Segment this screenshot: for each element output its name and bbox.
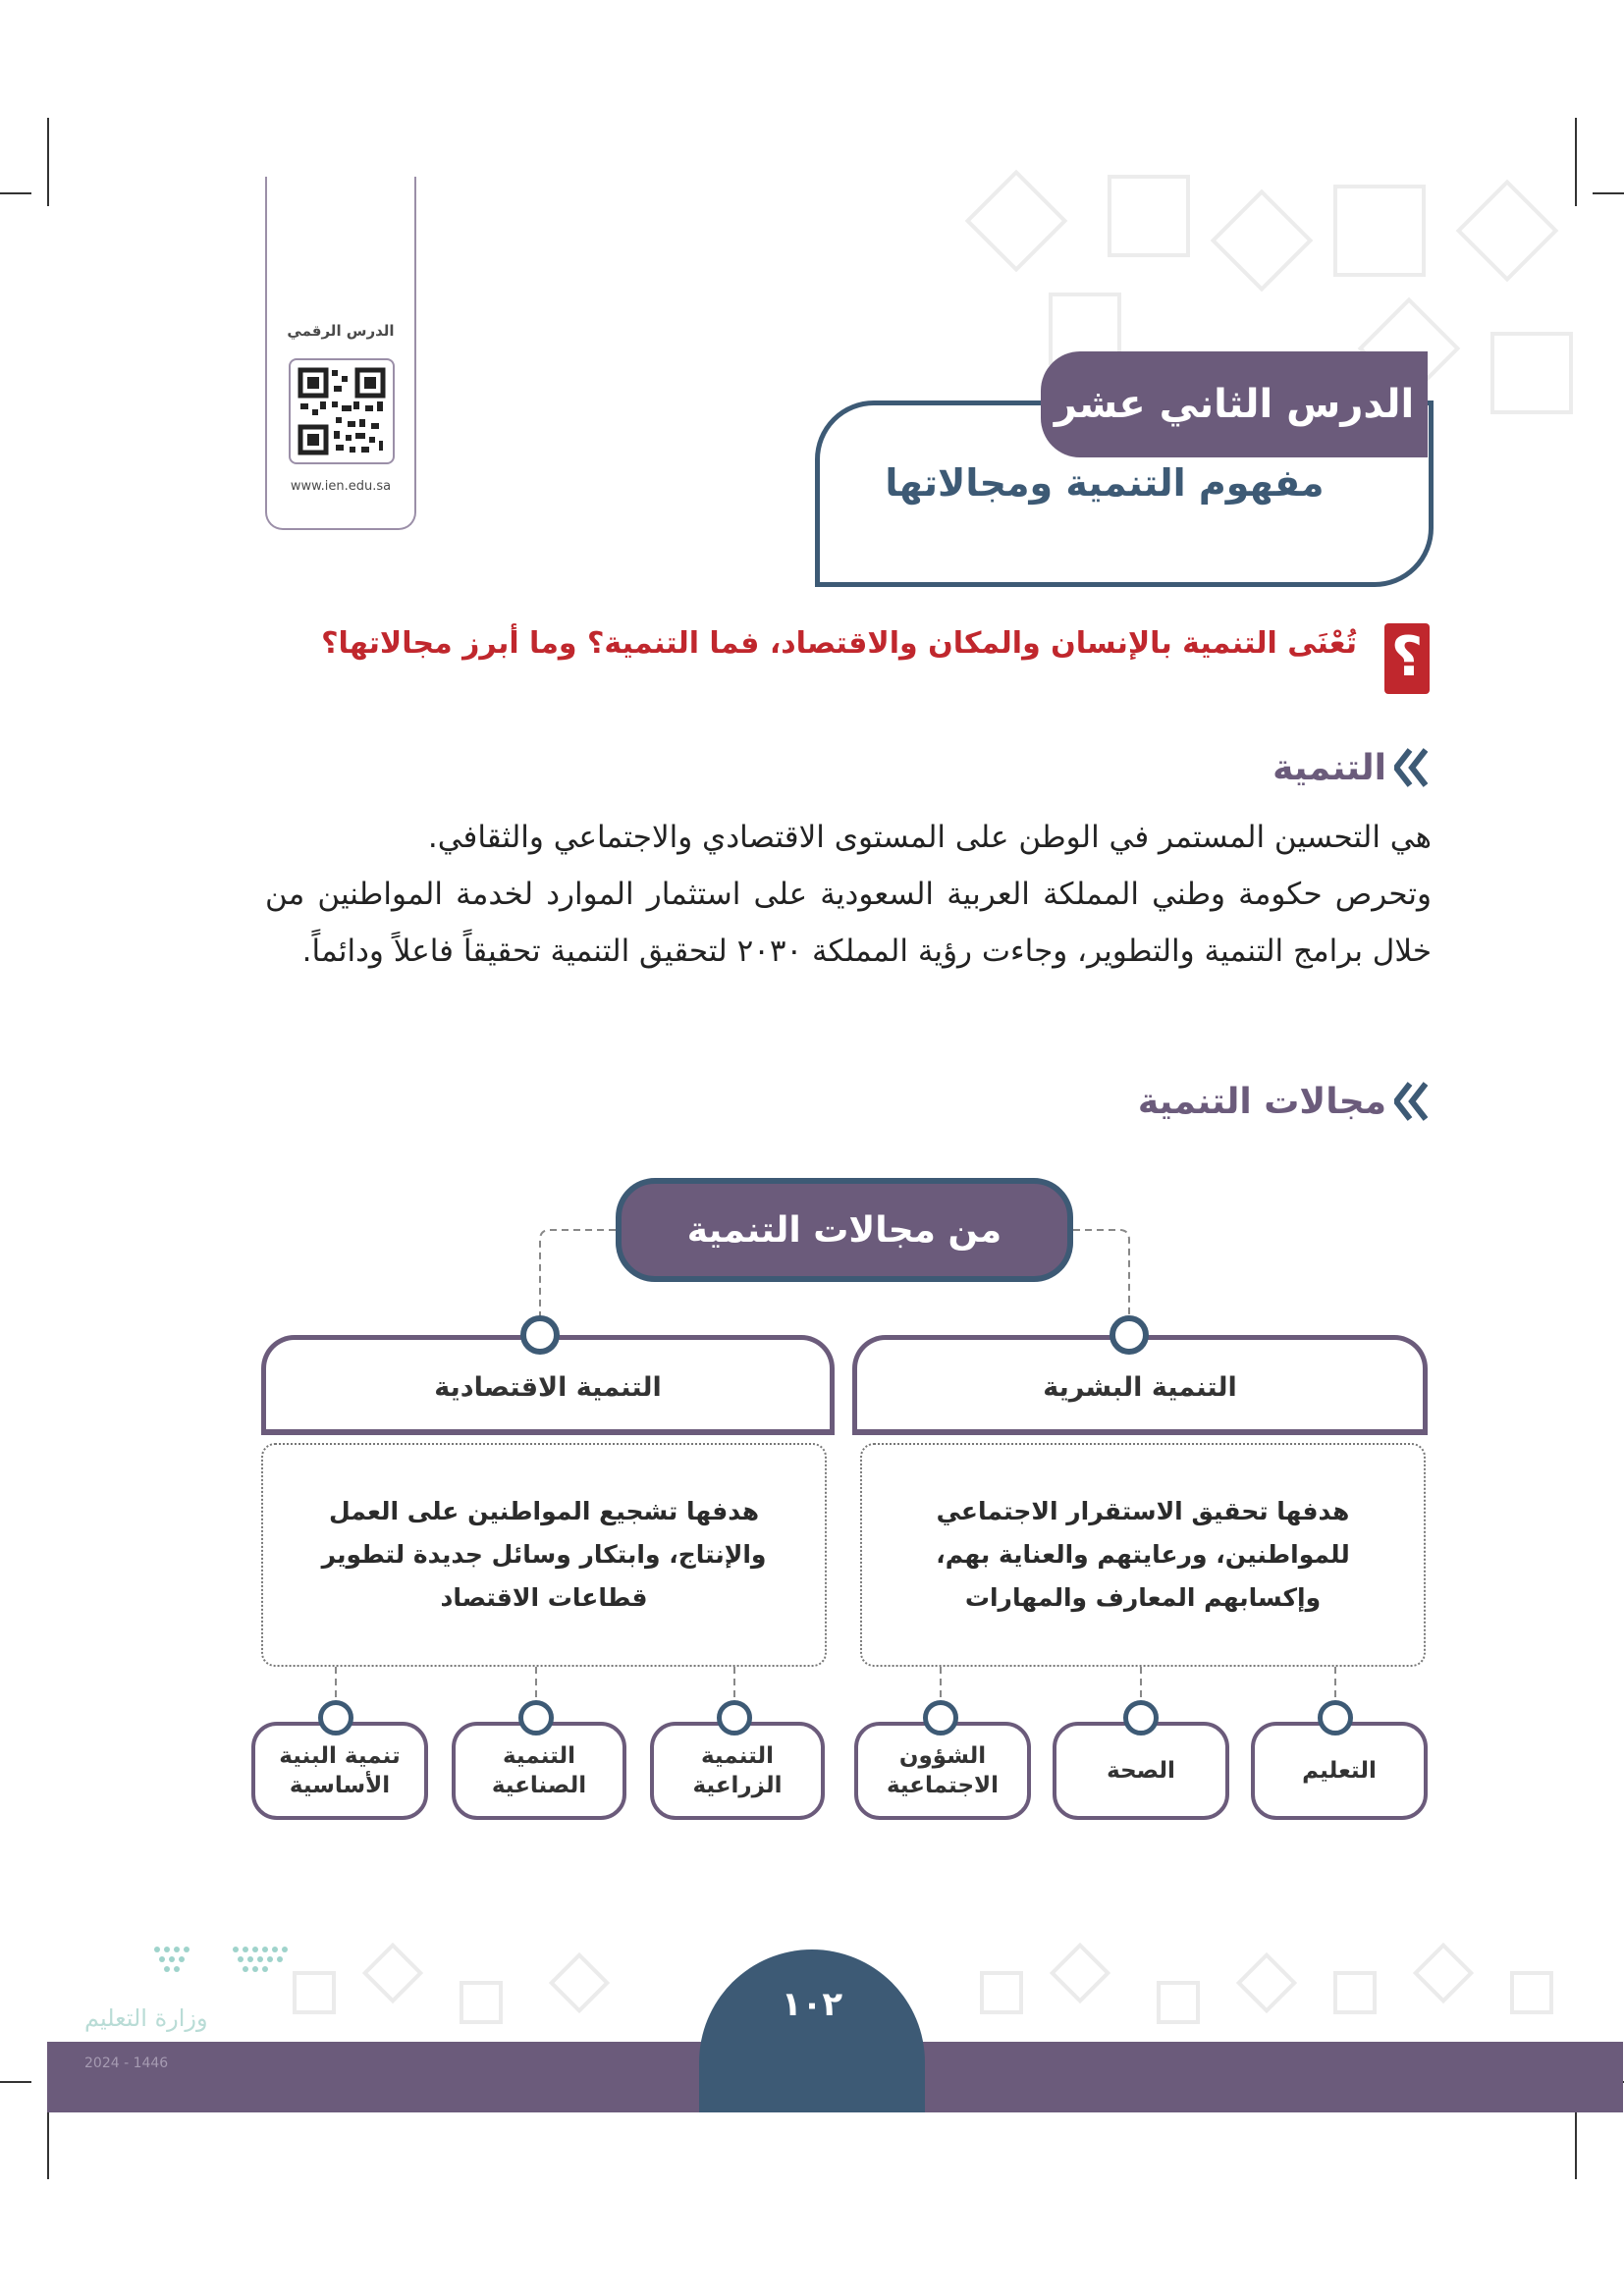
human-development-label: التنمية البشرية (1043, 1372, 1237, 1403)
leaf-social-affairs: الشؤون الاجتماعية (854, 1722, 1031, 1820)
leaf-health: الصحة (1053, 1722, 1229, 1820)
digital-lesson-label: الدرس الرقمي (287, 322, 395, 340)
definition-paragraph: هي التحسين المستمر في الوطن على المستوى الاقتصادي والاجتماعي والثقافي. (427, 820, 1432, 855)
section-heading-text: التنمية (1272, 747, 1386, 788)
diagram-title: من مجالات التنمية (616, 1178, 1073, 1282)
economic-development-description: هدفها تشجيع المواطنين على العمل والإنتاج، وابتكار وسائل جديدة لتطوير قطاعات الاقتصاد (261, 1443, 827, 1667)
economic-development-label: التنمية الاقتصادية (434, 1372, 662, 1403)
connector-node (518, 1700, 554, 1735)
leaf-education: التعليم (1251, 1722, 1428, 1820)
connector-node (520, 1315, 560, 1355)
connector-node (1110, 1315, 1149, 1355)
leaf-infrastructure: تنمية البنية الأساسية (251, 1722, 428, 1820)
digital-lesson-url[interactable]: www.ien.edu.sa (290, 479, 392, 494)
leaf-agricultural: التنمية الزراعية (650, 1722, 825, 1820)
page-number: ١٠٢ (781, 1985, 843, 2024)
lesson-number-tag: الدرس الثاني عشر (1041, 351, 1428, 457)
connector-node (1318, 1700, 1353, 1735)
economic-development-base (261, 1429, 835, 1435)
connector-node (1123, 1700, 1159, 1735)
human-development-base (852, 1429, 1428, 1435)
connector-node (923, 1700, 958, 1735)
lesson-title: مفهوم التنمية ومجالاتها (885, 461, 1325, 505)
lesson-question: تُعْنَى التنمية بالإنسان والمكان والاقتصاد، فما التنمية؟ وما أبرز مجالاتها؟ (321, 626, 1357, 661)
connector-node (318, 1700, 353, 1735)
edition-year: 2024 - 1446 (84, 2056, 169, 2071)
government-paragraph: وتحرص حكومة وطني المملكة العربية السعودية على استثمار الموارد لخدمة المواطنين من خلال برامج التنمية والتطوير، وجاءت رؤية المملكة ٢٠٣٠ لتحقيق التنمية تحقيقاً فاعلاً ودائماً. (265, 877, 1432, 969)
question-mark-icon: ؟ (1384, 623, 1430, 694)
human-development-description: هدفها تحقيق الاستقرار الاجتماعي للمواطنين، ورعايتهم والعناية بهم، وإكسابهم المعارف والمهارات (860, 1443, 1426, 1667)
connector-node (717, 1700, 752, 1735)
section-heading-text: مجالات التنمية (1137, 1081, 1386, 1122)
ministry-name: وزارة التعليم (84, 2004, 208, 2032)
ministry-logo-icon (147, 1940, 295, 1989)
leaf-industrial: التنمية الصناعية (452, 1722, 626, 1820)
